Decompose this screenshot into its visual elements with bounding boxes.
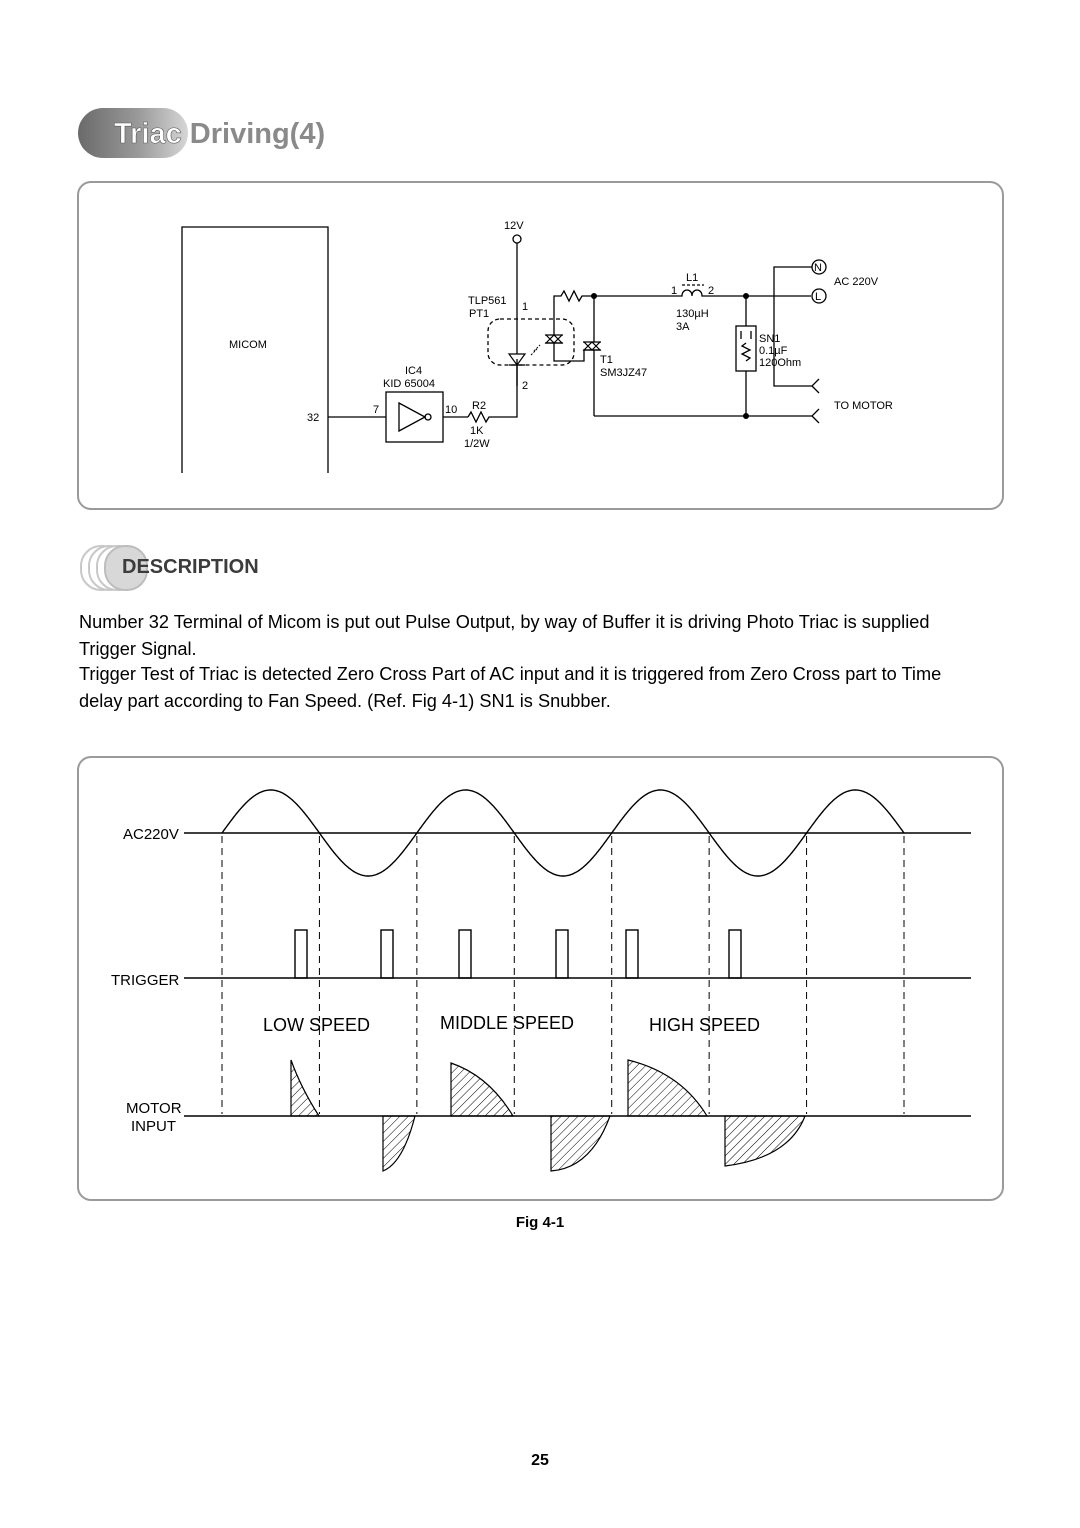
timing-diagram [79, 758, 1002, 1199]
sn1-cap: 0.1µF [759, 345, 788, 357]
low-speed-label: LOW SPEED [263, 1015, 371, 1035]
r2-value: 1K [470, 425, 484, 437]
trigger-pulses [295, 930, 741, 978]
node-n-label: N [814, 262, 822, 274]
ac-label: AC 220V [834, 276, 879, 288]
middle-speed-label: MIDDLE SPEED [440, 1013, 575, 1033]
t1-label: T1 [600, 354, 613, 366]
title-part2: Driving(4) [189, 118, 326, 150]
trigger-pulse [556, 930, 568, 978]
sn1-label: SN1 [759, 333, 781, 345]
motor-high-negative [725, 1116, 805, 1166]
snubber-cap [741, 331, 751, 339]
opto-pin2: 2 [522, 380, 529, 392]
l1-value: 130µH [676, 308, 709, 320]
ic4-box [386, 392, 443, 442]
l1-pin2: 2 [708, 285, 715, 297]
description-paragraph-2: Trigger Test of Triac is detected Zero Cross Part of AC input and it is triggered from Zero Cross part to Time delay part according to Fan Speed. (Ref. Fig 4-1) SN1 is Snubber. [79, 664, 942, 711]
wire-opto-gate [554, 343, 584, 361]
wire-n [774, 267, 822, 393]
trigger-pulse [626, 930, 638, 978]
pin10-label: 10 [445, 404, 458, 416]
circuit-diagram [79, 183, 1002, 508]
page-title [78, 108, 378, 160]
buffer-symbol [399, 403, 425, 431]
l1-label: L1 [686, 272, 699, 284]
motor-mid-positive [451, 1063, 513, 1116]
input-label: INPUT [131, 1118, 176, 1135]
motor-mid-negative [551, 1116, 610, 1171]
title-part1: Triac [114, 118, 182, 150]
triac-t1 [584, 342, 600, 350]
pt1-label: PT1 [469, 308, 490, 320]
description-title: DESCRIPTION [122, 556, 259, 578]
l1-current: 3A [676, 321, 690, 333]
kid-label: KID 65004 [383, 378, 435, 390]
ac-label: AC220V [123, 826, 179, 843]
zero-cross-guides [222, 836, 904, 1114]
trigger-pulse [295, 930, 307, 978]
trigger-label: TRIGGER [111, 972, 180, 989]
figure-caption: Fig 4-1 [515, 1214, 565, 1231]
r2-power: 1/2W [464, 438, 490, 450]
sn1-res: 120Ohm [759, 357, 802, 369]
resistor-r2 [468, 359, 517, 422]
opto-light-arrows [531, 345, 540, 355]
opto-triac [546, 335, 562, 343]
triac-part-label: SM3JZ47 [600, 367, 648, 379]
to-motor-label: TO MOTOR [834, 400, 893, 412]
motor-low-negative [383, 1116, 415, 1171]
micom-label: MICOM [229, 339, 267, 351]
tlp-label: TLP561 [468, 295, 507, 307]
r2-label: R2 [472, 400, 487, 412]
trigger-pulse [459, 930, 471, 978]
ic4-label: IC4 [405, 365, 423, 377]
pin7-label: 7 [373, 404, 380, 416]
wire-to-motor [594, 409, 819, 423]
v12-terminal [513, 235, 521, 243]
motor-label: MOTOR [126, 1100, 182, 1117]
motor-low-positive [291, 1060, 319, 1116]
snubber-resistor [742, 343, 750, 361]
trigger-pulse [381, 930, 393, 978]
v12-label: 12V [504, 220, 524, 232]
trigger-pulse [729, 930, 741, 978]
description-paragraph-1: Number 32 Terminal of Micom is put out Pulse Output, by way of Buffer it is driving Photo Triac is supplied Trigger Signal. [79, 612, 930, 659]
page-number: 25 [531, 1452, 549, 1469]
node-l-label: L [815, 291, 822, 303]
l1-pin1: 1 [671, 285, 678, 297]
inductor-l1 [594, 290, 746, 296]
description-heading [80, 545, 340, 589]
timing-diagram-panel [77, 756, 1004, 1201]
opto-pin1: 1 [522, 301, 529, 313]
pin32-label: 32 [307, 412, 320, 424]
circuit-diagram-panel [77, 181, 1004, 510]
motor-high-positive [628, 1060, 707, 1116]
high-speed-label: HIGH SPEED [649, 1015, 761, 1035]
